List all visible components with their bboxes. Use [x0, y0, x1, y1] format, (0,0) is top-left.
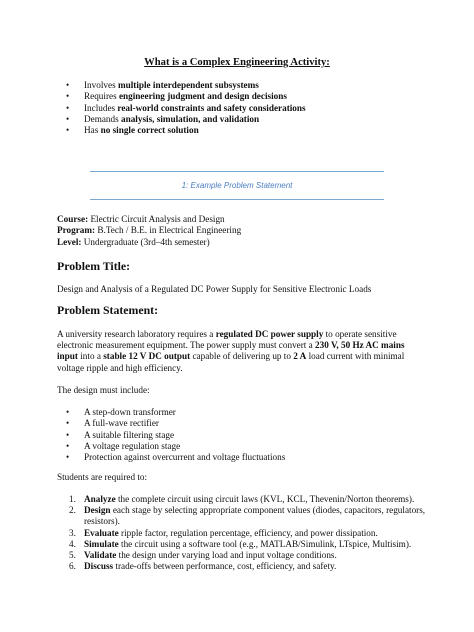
list-item: • A full-wave rectifier: [62, 418, 285, 429]
list-item: • Requires engineering judgment and design decisions: [62, 91, 306, 102]
list-item: • Includes real-world constraints and safety considerations: [62, 103, 306, 114]
list-item: • A step-down transformer: [62, 407, 285, 418]
design-intro: The design must include:: [57, 385, 150, 395]
problem-title-text: Design and Analysis of a Regulated DC Power Supply for Sensitive Electronic Loads: [57, 284, 372, 294]
list-item: • Demands analysis, simulation, and validation: [62, 114, 306, 125]
list-item: 6. Discuss trade-offs between performance, cost, efficiency, and safety.: [69, 561, 337, 572]
list-item: • A suitable filtering stage: [62, 430, 285, 441]
list-item: • A voltage regulation stage: [62, 441, 285, 452]
design-list: [62, 407, 285, 463]
problem-statement-text: A university research laboratory requires a regulated DC power supply to operate sensitive electronic measurement equipment. The power supply must convert a 230 V, 50 Hz AC mains input into a stable 12 V DC output capable of delivering up to 2 A load current with minimal voltage ripple and high efficiency.: [57, 329, 405, 373]
problem-statement-heading: Problem Statement:: [57, 303, 159, 317]
caption: 1: Example Problem Statement: [181, 181, 293, 190]
features-list: [62, 80, 306, 136]
course-line: Course: Electric Circuit Analysis and Design: [57, 214, 225, 224]
caption-rule-top: [90, 171, 384, 172]
caption-rule-bottom: [90, 199, 384, 200]
list-item: 1. Analyze the complete circuit using circuit laws (KVL, KCL, Thevenin/Norton theorems).: [69, 494, 415, 504]
list-item: • Has no single correct solution: [62, 125, 306, 136]
list-item: • Involves multiple interdependent subsystems: [62, 80, 306, 91]
list-item: 2. Design each stage by selecting appropriate component values (diodes, capacitors, regulators, resistors).: [69, 505, 426, 527]
list-item: 5. Validate the design under varying load and input voltage conditions.: [69, 550, 337, 561]
list-item: 3. Evaluate ripple factor, regulation percentage, efficiency, and power dissipation.: [69, 527, 378, 538]
page-heading: What is a Complex Engineering Activity:: [144, 57, 330, 68]
tasks-intro: Students are required to:: [57, 472, 148, 482]
program-line: Program: B.Tech / B.E. in Electrical Engineering: [57, 225, 242, 236]
tasks-list: [62, 494, 432, 572]
course-info: [57, 214, 241, 248]
problem-title-heading: Problem Title:: [57, 259, 131, 273]
list-item: • Protection against overcurrent and voltage fluctuations: [62, 452, 285, 463]
level-line: Level: Undergraduate (3rd–4th semester): [57, 236, 210, 247]
list-item: 4. Simulate the circuit using a software tool (e.g., MATLAB/Simulink, LTspice, Multisim).: [69, 538, 412, 549]
